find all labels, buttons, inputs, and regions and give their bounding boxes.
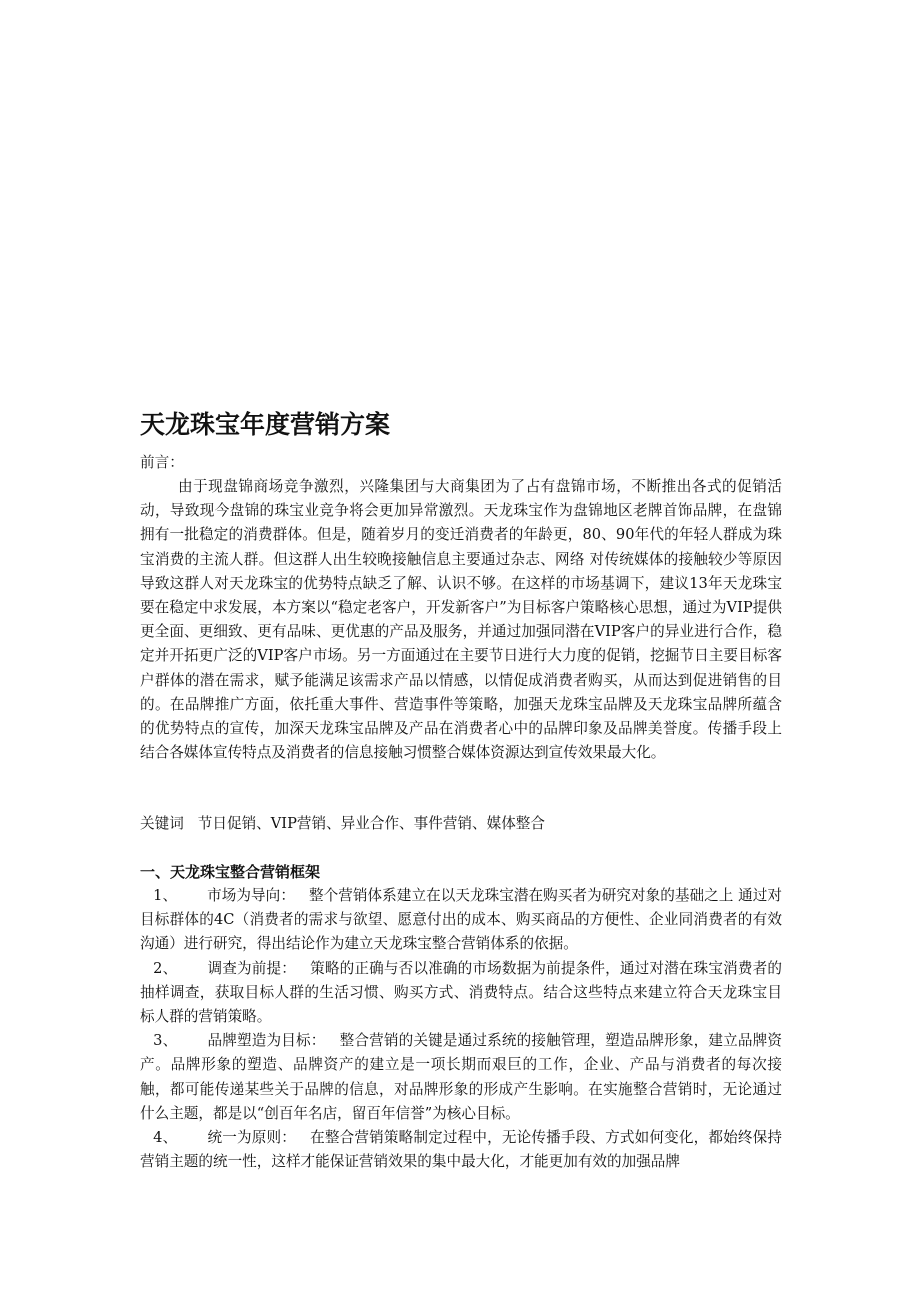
- section-heading: 一、天龙珠宝整合营销框架: [140, 863, 321, 881]
- document-page: [140, 0, 782, 1302]
- item-heading: 统一为原则：: [207, 1129, 296, 1147]
- item-number: 2、: [153, 959, 178, 977]
- item-heading: 市场为导向：: [207, 887, 295, 904]
- keywords-line: [140, 812, 782, 836]
- keywords-label: 关键词: [140, 815, 184, 832]
- list-item: [140, 1126, 782, 1174]
- list-item: [140, 1029, 782, 1126]
- item-body: 在整合营销策略制定过程中，无论传播手段、方式如何变化，都始终保持营销主题的统一性，这样才能保证营销效果的集中最大化，才能更加有效的加强品牌: [140, 1129, 782, 1171]
- item-heading: 品牌塑造为目标：: [207, 1032, 326, 1050]
- preface-label: 前言：: [140, 454, 184, 471]
- keywords-value: 节日促销、VIP营销、异业合作、事件营销、媒体整合: [197, 815, 545, 832]
- item-number: 1、: [153, 887, 178, 904]
- item-body: 整个营销体系建立在以天龙珠宝潜在购买者为研究对象的基础之上 通过对目标群体的4C（消费者的需求与欲望、愿意付出的成本、购买商品的方便性、企业同消费者的有效沟通）进行研究，得出结论作为建立天龙珠宝整合营销体系的依据。: [140, 887, 782, 953]
- item-number: 3、: [153, 1032, 178, 1050]
- framework-item-list: [140, 884, 782, 1174]
- item-body: 整合营销的关键是通过系统的接触管理，塑造品牌形象，建立品牌资产。品牌形象的塑造、品牌资产的建立是一项长期而艰巨的工作，企业、产品与消费者的每次接触，都可能传递某些关于品牌的信息，对品牌形象的形成产生影响。在实施整合营销时，无论通过什么主题，都是以“创百年名店，留百年信誉”为核心目标。: [140, 1032, 782, 1122]
- item-body: 策略的正确与否以准确的市场数据为前提条件，通过对潜在珠宝消费者的抽样调查，获取目标人群的生活习惯、购买方式、消费特点。结合这些特点来建立符合天龙珠宝目标人群的营销策略。: [140, 959, 782, 1026]
- item-number: 4、: [153, 1129, 178, 1147]
- intro-paragraph: 由于现盘锦商场竞争激烈，兴隆集团与大商集团为了占有盘锦市场，不断推出各式的促销活动，导致现今盘锦的珠宝业竞争将会更加异常激烈。天龙珠宝作为盘锦地区老牌首饰品牌，在盘锦拥有一批稳定的消费群体。但是，随着岁月的变迁消费者的年龄更，80、90年代的年轻人群成为珠宝消费的主流人群。但这群人出生较晚接触信息主要通过杂志、网络 对传统媒体的接触较少等原因导致这群人对天龙珠宝的优势特点缺乏了解、认识不够。在这样的市场基调下，建议13年天龙珠宝要在稳定中求发展，本方案以“稳定老客户，开发新客户”为目标客户策略核心思想，通过为VIP提供更全面、更细致、更有品味、更优惠的产品及服务，并通过加强同潜在VIP客户的异业进行合作，稳定并开拓更广泛的VIP客户市场。另一方面通过在主要节日进行大力度的促销，挖掘节日主要目标客户群体的潜在需求，赋予能满足该需求产品以情感，以情促成消费者购买，从而达到促进销售的目的。在品牌推广方面，依托重大事件、营造事件等策略，加强天龙珠宝品牌及天龙珠宝品牌所蕴含的优势特点的宣传，加深天龙珠宝品牌及产品在消费者心中的品牌印象及品牌美誉度。传播手段上结合各媒体宣传特点及消费者的信息接触习惯整合媒体资源达到宣传效果最大化。: [140, 478, 782, 762]
- item-heading: 调查为前提：: [207, 959, 296, 977]
- list-item: [140, 884, 782, 957]
- list-item: [140, 957, 782, 1030]
- document-title: 天龙珠宝年度营销方案: [140, 410, 391, 439]
